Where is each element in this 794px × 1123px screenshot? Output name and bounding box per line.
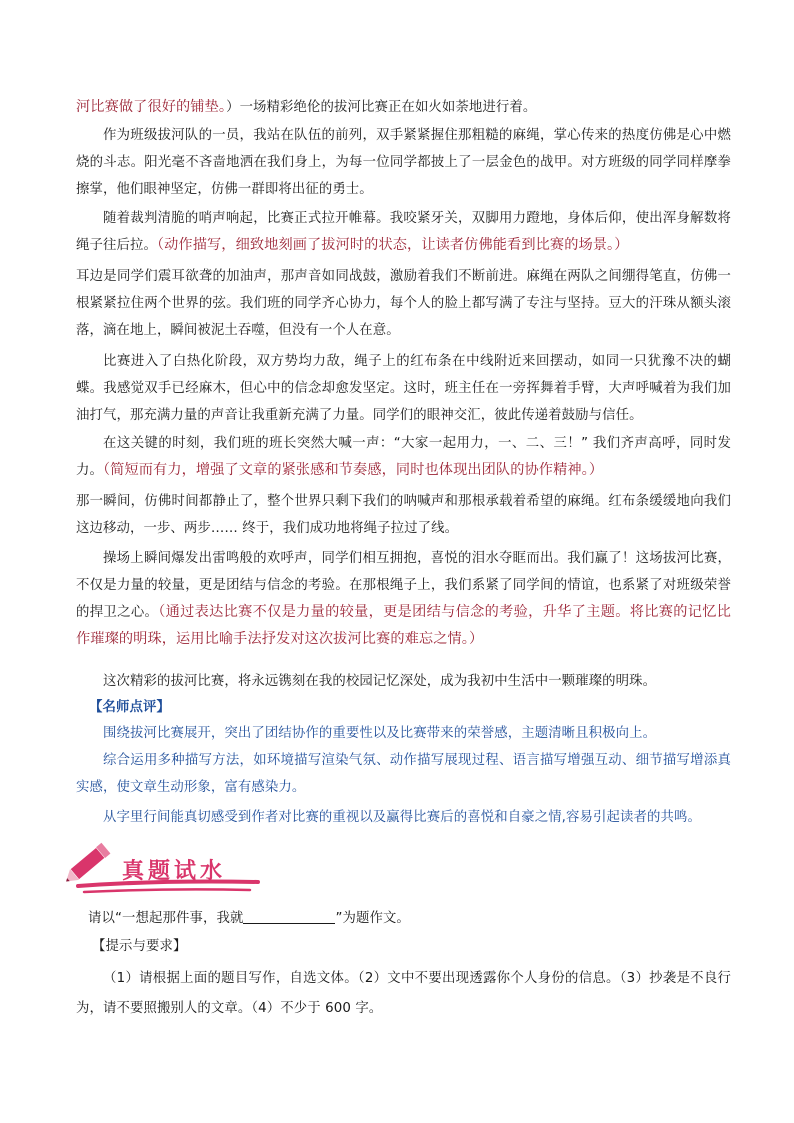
paragraph-7: 那一瞬间，仿佛时间都静止了，整个世界只剩下我们的呐喊声和那根承载着希望的麻绳。红布条缓缓地向我们这边移动，一步、两步…… 终于，我们成功地将绳子拉过了线。	[76, 494, 731, 536]
paragraph-5: 比赛进入了白热化阶段，双方势均力敌，绳子上的红布条在中线附近来回摆动，如同一只犹豫不决的蝴蝶。我感觉双手已经麻木，但心中的信念却愈发坚定。这时，班主任在一旁挥舞着手臂，大声呼喊着为我们加油打气，那充满力量的声音让我重新充满了力量。同学们的眼神交汇，彼此传递着鼓励与信任。	[76, 354, 731, 423]
paragraph-8	[76, 545, 731, 653]
review-item-2: 综合运用多种描写方法，如环境描写渲染气氛、动作描写展现过程、语言描写增强互动、细节描写增添真实感，使文章生动形象，富有感染力。	[76, 753, 731, 795]
paragraph-9: 这次精彩的拔河比赛，将永远镌刻在我的校园记忆深处，成为我初中生活中一颗璀璨的明珠。	[103, 674, 657, 689]
annotation-text: （简短而有力，增强了文章的紧张感和节奏感，同时也体现出团队的协作精神。）	[102, 462, 604, 478]
paragraph-4: 耳边是同学们震耳欲聋的加油声，那声音如同战鼓，激励着我们不断前进。麻绳在两队之间绷得笔直，仿佛一根紧紧拉住两个世界的弦。我们班的同学齐心协力，每个人的脸上都写满了专注与坚持。豆大的汗珠从额头滚落，滴在地上，瞬间被泥土吞噬，但没有一个人在意。	[76, 269, 731, 338]
paragraph-1	[76, 94, 731, 121]
review-item-3: 从字里行间能真切感受到作者对比赛的重视以及赢得比赛后的喜悦和自豪之情,容易引起读者的共鸣。	[103, 810, 701, 825]
paragraph-6	[76, 430, 731, 484]
paragraph-2: 作为班级拔河队的一员，我站在队伍的前列，双手紧紧握住那粗糙的麻绳，掌心传来的热度仿佛是心中燃烧的斗志。阳光毫不吝啬地洒在我们身上，为每一位同学都披上了一层金色的战甲。对方班级的同学同样摩拳擦掌，他们眼神坚定，仿佛一群即将出征的勇士。	[76, 128, 731, 197]
paragraph-3	[76, 205, 731, 259]
body-text: 随着裁判清脆的哨声响起，比赛正式拉开帷幕。我咬紧牙关，双脚用力蹬地，身体后仰，使出浑身解数将绳子往后拉。	[76, 211, 731, 253]
section-logo-text: 真题试水	[122, 858, 227, 884]
body-text: ）一场精彩绝伦的拔河比赛正在如火如荼地进行着。	[226, 100, 537, 115]
section-logo	[60, 838, 270, 900]
writing-prompt: 请以“一想起那件事，我就 ”为题作文。	[88, 911, 410, 926]
body-text: 在这关键的时刻，我们班的班长突然大喊一声：“大家一起用力，一、二、三！” 我们齐声高呼，同时发力。	[76, 436, 731, 478]
annotation-text: （动作描写，细致地刻画了拔河时的状态，让读者仿佛能看到比赛的场景。）	[156, 237, 629, 253]
review-item-1: 围绕拔河比赛展开，突出了团结协作的重要性以及比赛带来的荣誉感，主题清晰且积极向上。	[103, 726, 657, 741]
body-text: 操场上瞬间爆发出雷鸣般的欢呼声，同学们相互拥抱，喜悦的泪水夺眶而出。我们赢了！这场拔河比赛，不仅是力量的较量，更是团结与信念的考验。在那根绳子上，我们系紧了同学间的情谊，也系紧了对班级荣誉的捍卫之心。	[76, 551, 731, 620]
annotation-text: 河比赛做了很好的铺垫。	[76, 99, 227, 115]
prompt-blank	[243, 909, 335, 924]
tips-text: （1）请根据上面的题目写作，自选文体。（2）文中不要出现透露你个人身份的信息。（3）抄袭是不良行为，请不要照搬别人的文章。（4）不少于 600 字。	[76, 971, 731, 1016]
review-heading: 【名师点评】	[89, 700, 170, 715]
annotation-text: （通过表达比赛不仅是力量的较量，更是团结与信念的考验，升华了主题。将比赛的记忆比作璀璨的明珠，运用比喻手法抒发对这次拔河比赛的难忘之情。）	[76, 604, 731, 647]
tips-heading: 【提示与要求】	[92, 939, 187, 954]
